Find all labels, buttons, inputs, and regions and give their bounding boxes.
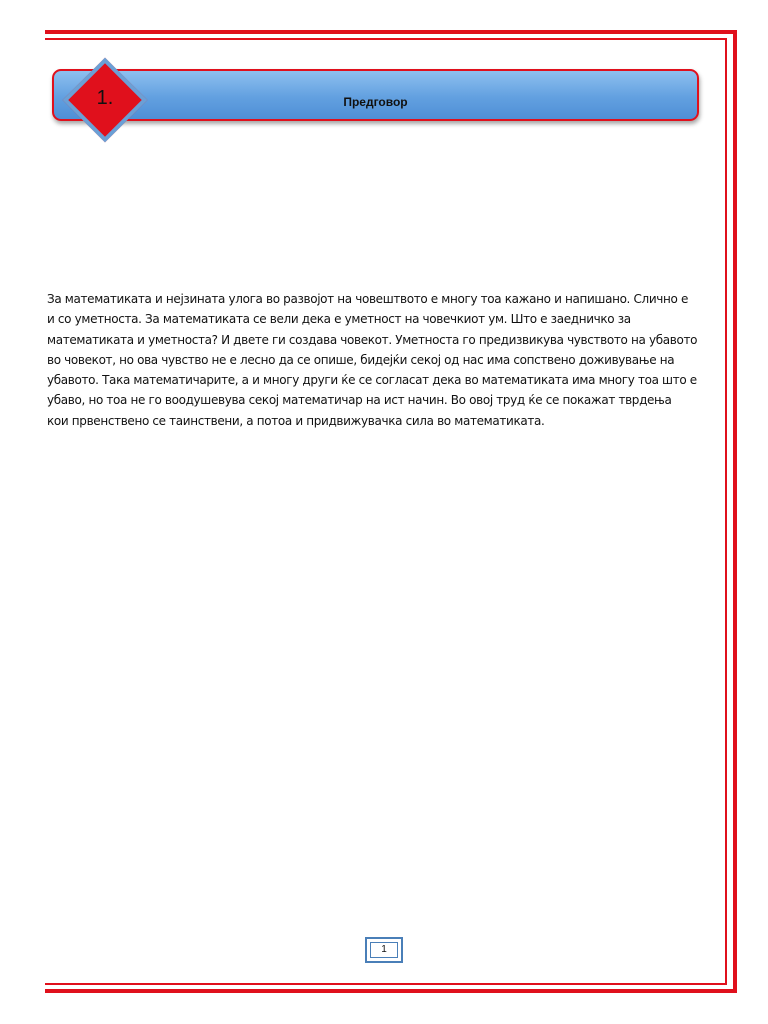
frame-bottom-outer-line [45,989,737,993]
chapter-title: Предговор [343,95,408,109]
paragraph-line: математиката и уметноста? И двете ги создава човекот. Уметноста го предизвикува чувството на убавото [47,332,698,347]
paragraph-line: кои првенствено се таинствени, а потоа и придвижувачка сила во математиката. [47,413,545,428]
page-number-box [365,937,403,963]
preface-paragraph [47,289,715,431]
frame-right-outer-line [733,30,737,993]
chapter-number: 1. [96,87,114,109]
frame-top-inner-line [45,38,727,40]
paragraph-line: во човекот, но ова чувство не е лесно да се опише, бидејќи секој од нас има сопствено доживување на [47,352,675,367]
page-number: 1 [370,942,398,958]
frame-top-outer-line [45,30,737,34]
chapter-number-badge [63,58,147,142]
chapter-header-banner [52,69,699,121]
paragraph-line: За математиката и нејзината улога во развојот на човештвото е многу тоа кажано и напишано. Слично е [47,292,689,306]
paragraph-line: и со уметноста. За математиката се вели дека е уметност на човечкиот ум. Што е заедничко за [47,312,631,327]
paragraph-line: убаво, но тоа не го воодушевува секој математичар на ист начин. Во овој труд ќе се покажат тврдења [47,393,672,408]
paragraph-line: убавото. Така математичарите, а и многу други ќе се согласат дека во математиката има многу тоа што е [47,373,697,388]
frame-bottom-inner-line [45,983,727,985]
frame-right-inner-line [725,38,727,985]
